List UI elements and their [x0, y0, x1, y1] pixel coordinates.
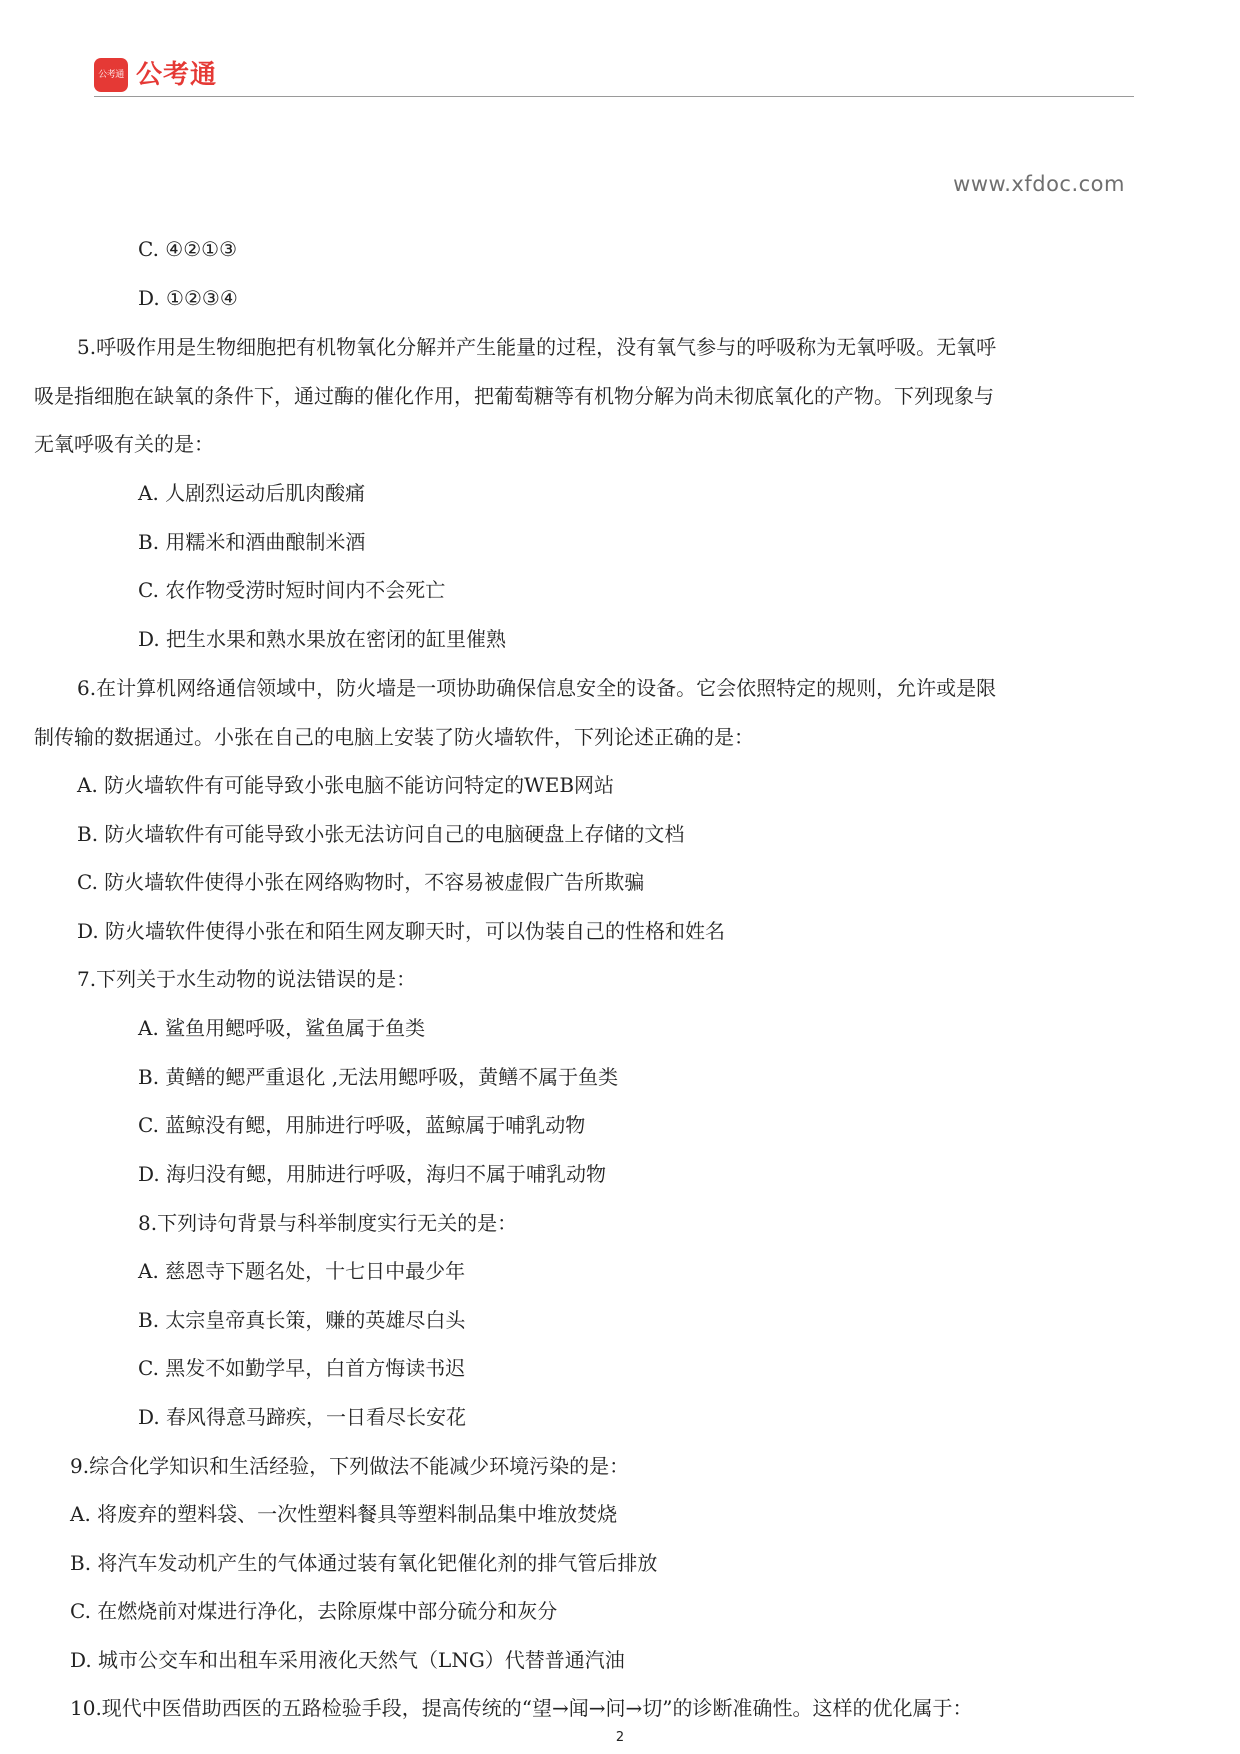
q9-option-b: B. 将汽车发动机产生的气体通过装有氧化钯催化剂的排气管后排放 — [70, 1551, 658, 1575]
q5-stem-line2: 吸是指细胞在缺氧的条件下，通过酶的催化作用，把葡萄糖等有机物分解为尚未彻底氧化的产物。下列现象与 — [34, 384, 994, 408]
q8-option-b: B. 太宗皇帝真长策，赚的英雄尽白头 — [138, 1308, 466, 1332]
q6-stem-line1: 6.在计算机网络通信领域中，防火墙是一项协助确保信息安全的设备。它会依照特定的规则，允许或是限 — [77, 676, 997, 700]
header — [94, 58, 1134, 98]
q9-option-d: D. 城市公交车和出租车采用液化天然气（LNG）代替普通汽油 — [70, 1648, 625, 1672]
q9-option-c: C. 在燃烧前对煤进行净化，去除原煤中部分硫分和灰分 — [70, 1599, 558, 1623]
q5-option-d: D. 把生水果和熟水果放在密闭的缸里催熟 — [138, 627, 507, 651]
q5-option-a: A. 人剧烈运动后肌肉酸痛 — [138, 481, 366, 505]
q6-option-c: C. 防火墙软件使得小张在网络购物时，不容易被虚假广告所欺骗 — [77, 870, 645, 894]
q7-stem: 7.下列关于水生动物的说法错误的是： — [77, 967, 417, 991]
q4-option-d: D. ①②③④ — [138, 286, 238, 310]
q8-option-c: C. 黑发不如勤学早，白首方悔读书迟 — [138, 1356, 466, 1380]
q6-option-b: B. 防火墙软件有可能导致小张无法访问自己的电脑硬盘上存储的文档 — [77, 822, 685, 846]
q6-option-a: A. 防火墙软件有可能导致小张电脑不能访问特定的WEB网站 — [77, 773, 615, 797]
q7-option-d: D. 海归没有鳃，用肺进行呼吸，海归不属于哺乳动物 — [138, 1162, 607, 1186]
q7-option-a: A. 鲨鱼用鳃呼吸，鲨鱼属于鱼类 — [138, 1016, 426, 1040]
q4-option-c: C. ④②①③ — [138, 237, 238, 261]
q5-stem-line1: 5.呼吸作用是生物细胞把有机物氧化分解并产生能量的过程，没有氧气参与的呼吸称为无氧呼吸。无氧呼 — [77, 335, 997, 359]
q10-stem: 10.现代中医借助西医的五路检验手段，提高传统的“望→闻→问→切”的诊断准确性。这样的优化属于： — [70, 1696, 973, 1720]
q5-option-b: B. 用糯米和酒曲酿制米酒 — [138, 530, 366, 554]
q8-stem: 8.下列诗句背景与科举制度实行无关的是： — [138, 1211, 518, 1235]
q6-option-d: D. 防火墙软件使得小张在和陌生网友聊天时，可以伪装自己的性格和姓名 — [77, 919, 726, 943]
watermark-url: www.xfdoc.com — [953, 172, 1125, 196]
header-divider — [94, 96, 1134, 97]
q6-stem-line2: 制传输的数据通过。小张在自己的电脑上安装了防火墙软件，下列论述正确的是： — [34, 725, 754, 749]
logo-mark-icon: 公考通 — [94, 58, 128, 92]
q7-option-b: B. 黄鳝的鳃严重退化 ,无法用鳃呼吸，黄鳝不属于鱼类 — [138, 1065, 619, 1089]
q5-option-c: C. 农作物受涝时短时间内不会死亡 — [138, 578, 446, 602]
logo-text: 公考通 — [136, 60, 218, 90]
q9-stem: 9.综合化学知识和生活经验，下列做法不能减少环境污染的是： — [70, 1454, 630, 1478]
page-number: 2 — [615, 1730, 625, 1745]
q8-option-d: D. 春风得意马蹄疾，一日看尽长安花 — [138, 1405, 467, 1429]
q8-option-a: A. 慈恩寺下题名处，十七日中最少年 — [138, 1259, 466, 1283]
q5-stem-line3: 无氧呼吸有关的是： — [34, 432, 214, 456]
q7-option-c: C. 蓝鲸没有鳃，用肺进行呼吸，蓝鲸属于哺乳动物 — [138, 1113, 586, 1137]
q9-option-a: A. 将废弃的塑料袋、一次性塑料餐具等塑料制品集中堆放焚烧 — [70, 1502, 618, 1526]
